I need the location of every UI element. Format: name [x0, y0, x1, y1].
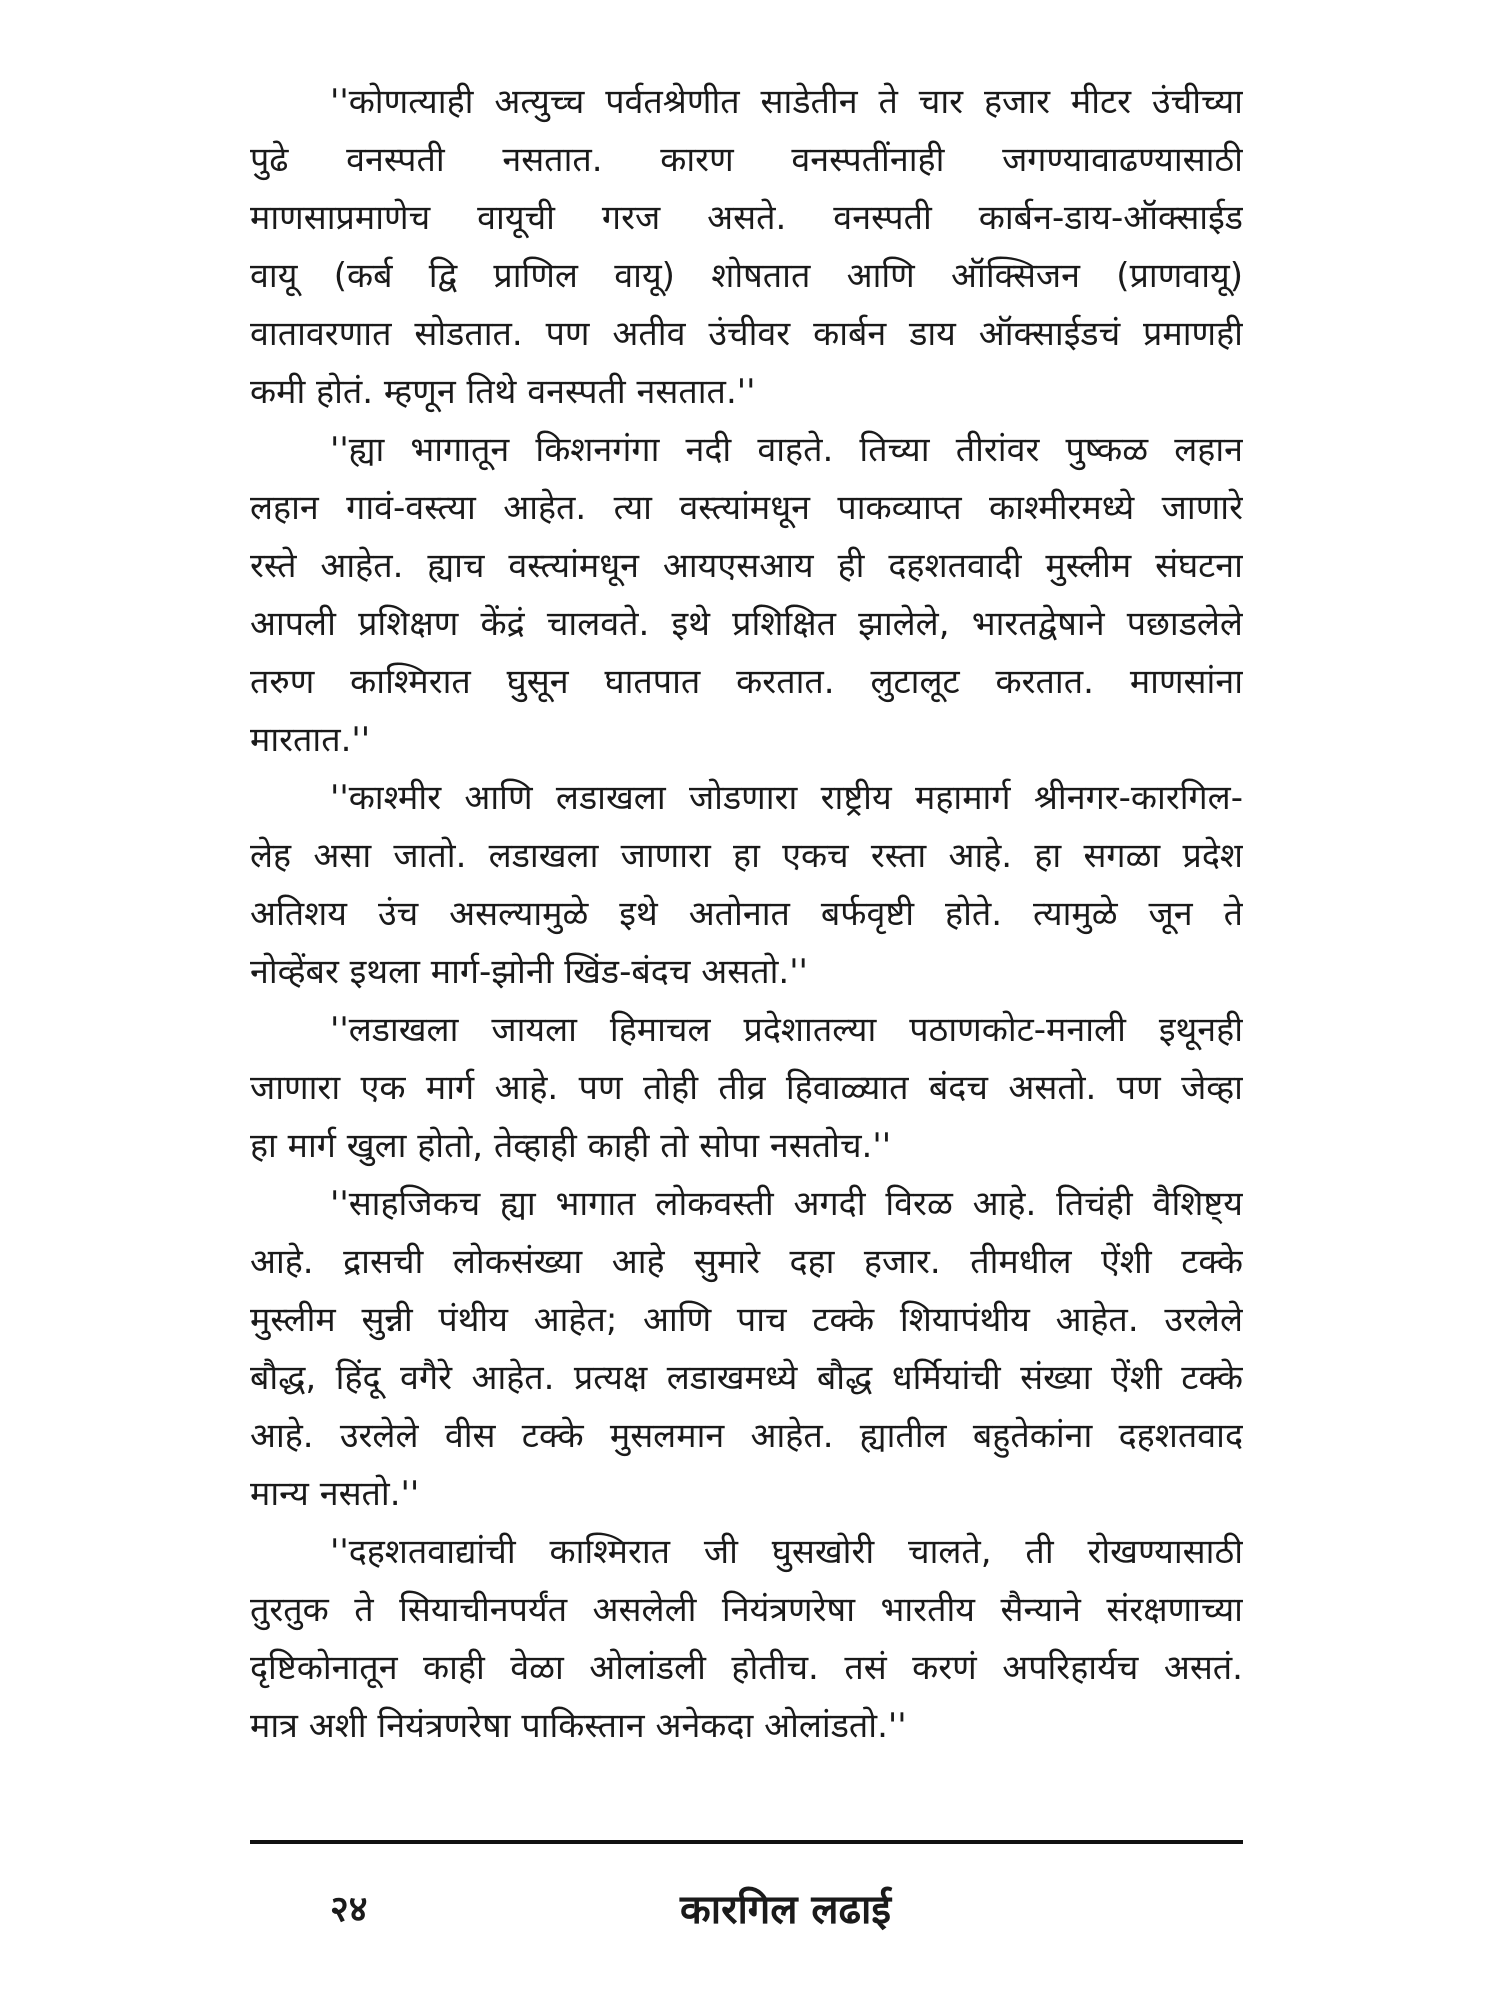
text-line: मान्य नसतो.'' [250, 1474, 420, 1514]
text-line: आपली प्रशिक्षण केंद्रं चालवते. इथे प्रशिक्षित झालेले, भारतद्वेषाने पछाडलेले [250, 604, 1243, 644]
text-line: ''दहशतवाद्यांची काश्मिरात जी घुसखोरी चालते, ती रोखण्यासाठी [330, 1532, 1243, 1572]
text-line: वातावरणात सोडतात. पण अतीव उंचीवर कार्बन डाय ऑक्साईडचं प्रमाणही [250, 314, 1243, 354]
text-line: ''ह्या भागातून किशनगंगा नदी वाहते. तिच्या तीरांवर पुष्कळ लहान [330, 430, 1243, 470]
text-line: तरुण काश्मिरात घुसून घातपात करतात. लुटालूट करतात. माणसांना [250, 662, 1243, 702]
text-line: ''साहजिकच ह्या भागात लोकवस्ती अगदी विरळ आहे. तिचंही वैशिष्ट्य [330, 1184, 1243, 1224]
text-line: ''काश्मीर आणि लडाखला जोडणारा राष्ट्रीय महामार्ग श्रीनगर-कारगिल- [330, 778, 1243, 818]
text-line: पुढे वनस्पती नसतात. कारण वनस्पतींनाही जगण्यावाढण्यासाठी [250, 140, 1243, 180]
footer-rule [250, 1840, 1243, 1844]
text-line: जाणारा एक मार्ग आहे. पण तोही तीव्र हिवाळ्यात बंदच असतो. पण जेव्हा [250, 1068, 1243, 1108]
text-line: माणसाप्रमाणेच वायूची गरज असते. वनस्पती कार्बन-डाय-ऑक्साईड [250, 198, 1243, 238]
text-line: हा मार्ग खुला होतो, तेव्हाही काही तो सोपा नसतोच.'' [250, 1126, 892, 1166]
text-line: अतिशय उंच असल्यामुळे इथे अतोनात बर्फवृष्टी होते. त्यामुळे जून ते [250, 894, 1243, 934]
text-line: वायू (कर्ब द्वि प्राणिल वायू) शोषतात आणि ऑक्सिजन (प्राणवायू) [250, 256, 1243, 296]
text-line: आहे. उरलेले वीस टक्के मुसलमान आहेत. ह्यातील बहुतेकांना दहशतवाद [250, 1416, 1243, 1456]
text-line: ''कोणत्याही अत्युच्च पर्वतश्रेणीत साडेतीन ते चार हजार मीटर उंचीच्या [330, 82, 1243, 122]
text-line: आहे. द्रासची लोकसंख्या आहे सुमारे दहा हजार. तीमधील ऐंशी टक्के [250, 1242, 1243, 1282]
text-line: बौद्ध, हिंदू वगैरे आहेत. प्रत्यक्ष लडाखमध्ये बौद्ध धर्मियांची संख्या ऐंशी टक्के [250, 1358, 1243, 1398]
text-line: तुरतुक ते सियाचीनपर्यंत असलेली नियंत्रणरेषा भारतीय सैन्याने संरक्षणाच्या [250, 1590, 1243, 1630]
text-line: दृष्टिकोनातून काही वेळा ओलांडली होतीच. तसं करणं अपरिहार्यच असतं. [250, 1648, 1243, 1688]
text-line: मुस्लीम सुन्नी पंथीय आहेत; आणि पाच टक्के शियापंथीय आहेत. उरलेले [250, 1300, 1243, 1340]
text-line: मात्र अशी नियंत्रणरेषा पाकिस्तान अनेकदा ओलांडतो.'' [250, 1706, 907, 1746]
page-number: २४ [330, 1889, 368, 1930]
text-line: कमी होतं. म्हणून तिथे वनस्पती नसतात.'' [250, 372, 756, 412]
running-book-title: कारगिल लढाई [680, 1887, 892, 1933]
text-line: रस्ते आहेत. ह्याच वस्त्यांमधून आयएसआय ही दहशतवादी मुस्लीम संघटना [250, 546, 1243, 586]
text-line: मारतात.'' [250, 720, 371, 760]
text-line: लेह असा जातो. लडाखला जाणारा हा एकच रस्ता आहे. हा सगळा प्रदेश [250, 836, 1243, 876]
text-line: लहान गावं-वस्त्या आहेत. त्या वस्त्यांमधून पाकव्याप्त काश्मीरमध्ये जाणारे [250, 488, 1243, 528]
text-line: नोव्हेंबर इथला मार्ग-झोनी खिंड-बंदच असतो.'' [250, 952, 808, 992]
text-line: ''लडाखला जायला हिमाचल प्रदेशातल्या पठाणकोट-मनाली इथूनही [330, 1010, 1243, 1050]
